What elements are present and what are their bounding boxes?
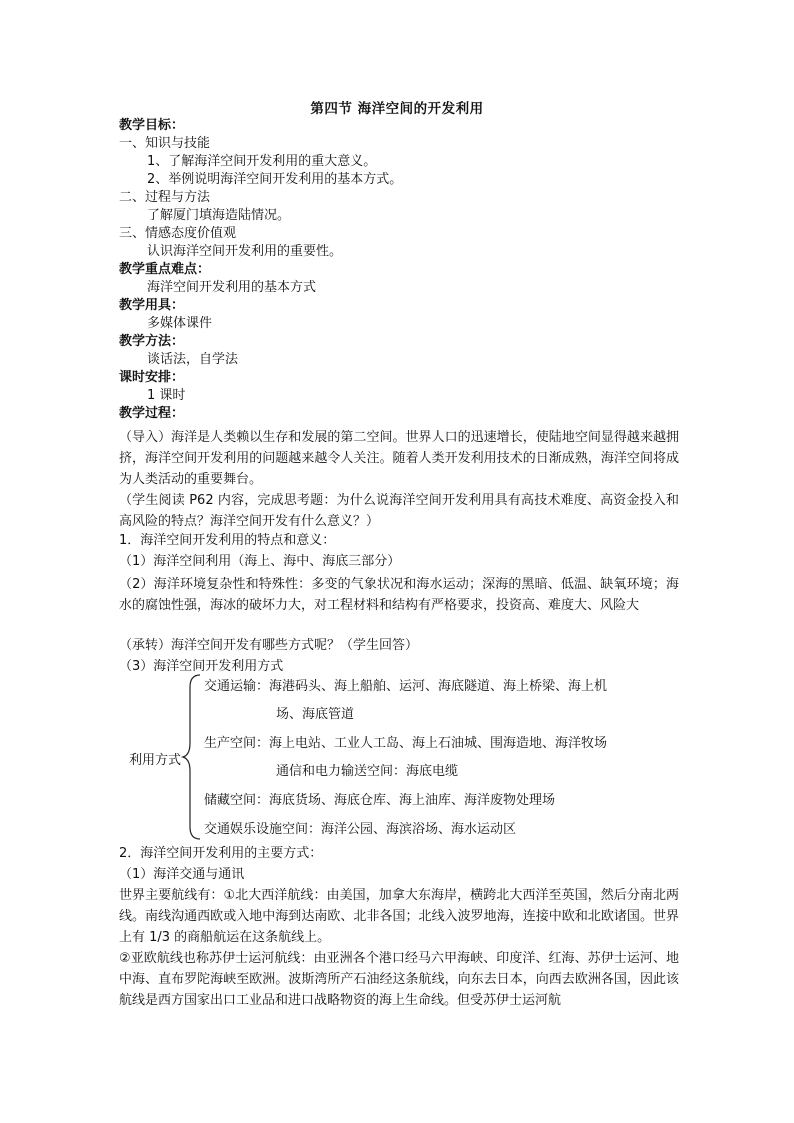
goals-section-3-text: 认识海洋空间开发利用的重要性。 [147, 244, 343, 259]
intro-paragraph: （导入）海洋是人类赖以生存和发展的第二空间。世界人口的迅速增长，使陆地空间显得越来越拥挤，海洋空间开发利用的问题越来越令人关注。随着人类开发利用技术的日渐成熟，海洋空间将成为人类活动的重要舞台。 [119, 430, 679, 487]
process-line-4: （3）海洋空间开发利用方式 [119, 659, 284, 674]
goals-item-2: 2、举例说明海洋空间开发利用的基本方式。 [147, 172, 403, 187]
tools-heading: 教学用具： [119, 298, 185, 313]
goals-heading: 教学目标： [119, 118, 185, 133]
environment-paragraph: （2）海洋环境复杂性和特殊性：多变的气象状况和海水运动；深海的黑暗、低温、缺氧环境；海水的腐蚀性强，海冰的破坏力大，对工程材料和结构有严格要求，投资高、难度大、风险大 [119, 577, 679, 613]
page-title: 第四节 海洋空间的开发利用 [310, 101, 484, 117]
process-heading: 教学过程： [119, 406, 185, 421]
mode-row-transport: 交通运输：海港码头、海上船舶、运河、海底隧道、海上桥梁、海上机 [204, 679, 608, 694]
diagram-label: 利用方式 [129, 753, 182, 768]
goals-section-2: 二、过程与方法 [119, 190, 211, 205]
part2-line-1: 2．海洋空间开发利用的主要方式： [119, 846, 323, 861]
asia-europe-route-paragraph: ②亚欧航线也称苏伊士运河航线：由亚洲各个港口经马六甲海峡、印度洋、红海、苏伊士运河、地中海、直布罗陀海峡至欧洲。波斯湾所产石油经这条航线，向东去日本，向西去欧洲各国，因此该航线是西方国家出口工业品和进口战略物资的海上生命线。但受苏伊士运河航 [119, 951, 679, 1008]
key-text: 海洋空间开发利用的基本方式 [147, 280, 317, 295]
methods-heading: 教学方法： [119, 334, 185, 349]
goals-section-3: 三、情感态度价值观 [119, 226, 237, 241]
mode-row-communication: 通信和电力输送空间：海底电缆 [276, 764, 459, 779]
hours-heading: 课时安排： [119, 370, 185, 385]
mode-row-production: 生产空间：海上电站、工业人工岛、海上石油城、围海造地、海洋牧场 [204, 736, 608, 751]
tools-text: 多媒体课件 [147, 316, 213, 331]
reading-paragraph: （学生阅读 P62 内容，完成思考题：为什么说海洋空间开发利用具有高技术难度、高资金投入和高风险的特点？海洋空间开发有什么意义？） [119, 493, 679, 529]
process-line-3: （承转）海洋空间开发有哪些方式呢？（学生回答） [119, 638, 419, 653]
hours-text: 1 课时 [147, 388, 186, 403]
mode-row-storage: 储藏空间：海底货场、海底仓库、海上油库、海洋废物处理场 [204, 793, 556, 808]
part2-line-2: （1）海洋交通与通讯 [119, 867, 245, 882]
goals-section-2-text: 了解厦门填海造陆情况。 [147, 208, 291, 223]
process-line-1: 1．海洋空间开发利用的特点和意义： [119, 533, 336, 548]
goals-item-1: 1、了解海洋空间开发利用的重大意义。 [147, 154, 377, 169]
mode-row-transport-cont: 场、海底管道 [276, 707, 355, 722]
mode-row-recreation: 交通娱乐设施空间：海洋公园、海滨浴场、海水运动区 [204, 822, 517, 837]
process-line-2: （1）海洋空间利用（海上、海中、海底三部分） [119, 554, 401, 569]
brace-icon [180, 673, 202, 841]
methods-text: 谈话法，自学法 [147, 352, 239, 367]
goals-section-1: 一、知识与技能 [119, 136, 211, 151]
atlantic-route-paragraph: 世界主要航线有：①北大西洋航线：由美国，加拿大东海岸，横跨北大西洋至英国，然后分南北两线。南线沟通西欧或入地中海到达南欧、北非各国；北线入波罗地海，连接中欧和北欧诸国。世界上有 1/3 的商船航运在这条航线上。 [119, 888, 679, 945]
key-heading: 教学重点难点： [119, 262, 211, 277]
